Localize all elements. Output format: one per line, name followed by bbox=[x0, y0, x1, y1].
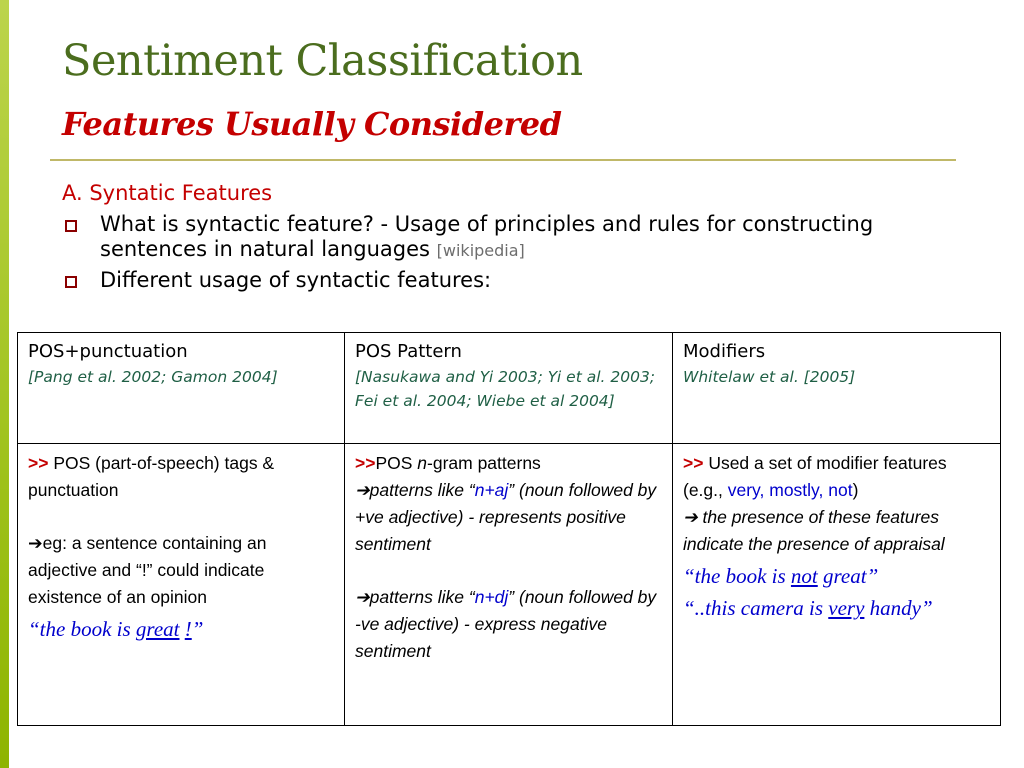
square-bullet-icon bbox=[65, 276, 77, 288]
slide-title: Sentiment Classification bbox=[62, 36, 583, 86]
cell-eg: ➔eg: a sentence containing an adjective and “!” could indicate existence of an opinion bbox=[28, 533, 267, 607]
cell-desc: >> POS (part-of-speech) tags & punctuation bbox=[28, 453, 275, 500]
example-quote: “the book is not great” bbox=[683, 564, 879, 588]
bullet-item bbox=[62, 212, 942, 263]
example-quote: “..this camera is very handy” bbox=[683, 596, 933, 620]
bullet-text: Different usage of syntactic features: bbox=[100, 268, 492, 292]
arrow-icon: ➔ bbox=[355, 480, 370, 500]
arrow-icon: ➔ bbox=[683, 507, 698, 527]
arrow-icon: ➔ bbox=[28, 533, 43, 553]
header-citation: [Pang et al. 2002; Gamon 2004] bbox=[28, 368, 278, 386]
presence-note: ➔ the presence of these features indicate the presence of appraisal bbox=[683, 507, 945, 554]
pattern-negative: ➔patterns like “n+dj” (noun followed by -ve adjective) - express negative sentiment bbox=[355, 587, 657, 661]
header-title: POS+punctuation bbox=[28, 341, 188, 362]
pattern-positive: ➔patterns like “n+aj” (noun followed by +ve adjective) - represents positive sentiment bbox=[355, 480, 657, 554]
table-body-row bbox=[18, 444, 1001, 726]
header-title: Modifiers bbox=[683, 341, 766, 362]
header-cell-modifiers bbox=[673, 333, 1001, 444]
marker: >> bbox=[28, 453, 49, 473]
side-accent-bar bbox=[0, 0, 9, 768]
wikipedia-citation: [wikipedia] bbox=[436, 241, 525, 260]
body-cell-pos-punctuation bbox=[18, 444, 345, 726]
header-cell-pos-pattern bbox=[345, 333, 673, 444]
arrow-icon: ➔ bbox=[355, 587, 370, 607]
bullet-text: What is syntactic feature? - Usage of principles and rules for constructing sentences in natural languages bbox=[100, 212, 874, 261]
header-cell-pos-punctuation bbox=[18, 333, 345, 444]
header-citation: [Nasukawa and Yi 2003; Yi et al. 2003; Fei et al. 2004; Wiebe et al 2004] bbox=[355, 368, 656, 410]
header-title: POS Pattern bbox=[355, 341, 462, 362]
features-table bbox=[17, 332, 1001, 726]
marker: >> bbox=[683, 453, 704, 473]
section-label: A. Syntatic Features bbox=[62, 181, 273, 205]
header-citation: Whitelaw et al. [2005] bbox=[683, 368, 856, 386]
body-cell-pos-pattern bbox=[345, 444, 673, 726]
body-cell-modifiers bbox=[673, 444, 1001, 726]
title-divider bbox=[50, 159, 956, 161]
cell-desc: >>POS n-gram patterns bbox=[355, 453, 541, 473]
slide-subtitle: Features Usually Considered bbox=[62, 105, 562, 143]
square-bullet-icon bbox=[65, 220, 77, 232]
bullet-item bbox=[62, 268, 942, 293]
marker: >> bbox=[355, 453, 376, 473]
cell-desc: >> Used a set of modifier features (e.g., very, mostly, not) bbox=[683, 453, 947, 500]
table-header-row bbox=[18, 333, 1001, 444]
bullet-list bbox=[62, 212, 942, 298]
example-quote: “the book is great !” bbox=[28, 617, 204, 641]
